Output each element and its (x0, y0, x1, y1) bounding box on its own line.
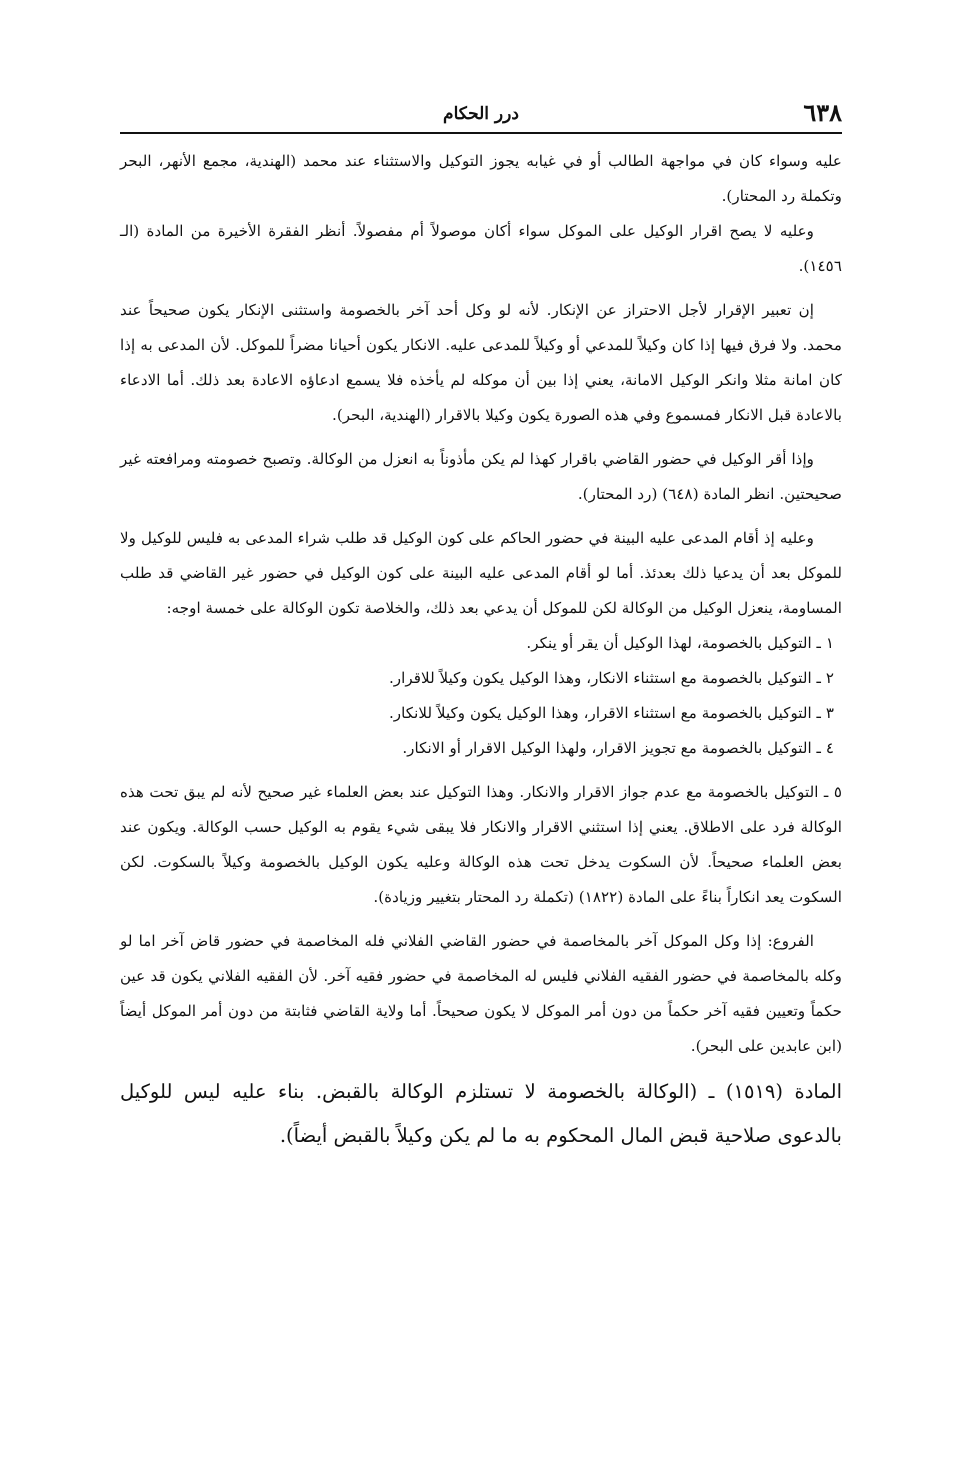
list-item: ١ ـ التوكيل بالخصومة، لهذا الوكيل أن يقر أو ينكر. (526, 634, 834, 652)
paragraph: وإذا أقر الوكيل في حضور القاضي باقرار كهذا لم يكن مأذوناً به انعزل من الوكالة. وتصبح خصومته ومرافعته غير صحيحتين. انظر المادة (٦٤٨) (رد المحتار). (120, 450, 842, 503)
page-number: ٦٣٨ (803, 98, 842, 127)
paragraph: إن تعبير الإقرار لأجل الاحتراز عن الإنكار. لأنه لو وكل أحد آخر بالخصومة واستثنى الإنكار يكون صحيحاً عند محمد. ولا فرق فيها إذا كان وكيلاً للمدعي أو وكيلاً للمدعى عليه. الانكار يكون أحيانا مضراً للموكل. لأن المدعى به إذا كان امانة مثلا وانكر الوكيل الامانة، يعني إذا بين أن موكله لم يأخذه فلا يسمع ادعاؤه الاعادة بعد ذلك. أما الادعاء بالاعادة قبل الانكار فمسموع وفي هذه الصورة يكون وكيلا بالاقرار (الهندية، البحر). (120, 301, 842, 424)
paragraph: وعليه لا يصح اقرار الوكيل على الموكل سواء أكان موصولاً أم مفصولاً. أنظر الفقرة الأخيرة من المادة (الـ ١٤٥٦). (120, 222, 842, 275)
paragraph: عليه وسواء كان في مواجهة الطالب أو في غيابه يجوز التوكيل والاستثناء عند محمد (الهندية، مجمع الأنهر، البحر وتكملة رد المحتار). (120, 152, 842, 205)
list-item: ٣ ـ التوكيل بالخصومة مع استثناء الاقرار، وهذا الوكيل يكون وكيلاً للانكار. (388, 704, 834, 722)
running-title: درر الحكام (443, 104, 519, 124)
list-item: ٢ ـ التوكيل بالخصومة مع استثناء الانكار، وهذا الوكيل يكون وكيلاً للاقرار. (388, 669, 834, 687)
paragraph: ٥ ـ التوكيل بالخصومة مع عدم جواز الاقرار والانكار. وهذا التوكيل عند بعض العلماء غير صحيح لأنه لم يبق تحت هذه الوكالة فرد على الاطلاق. يعني إذا استثني الاقرار والانكار فلا يبقى شيء يقوم به الوكيل حسب الوكالة. ويكون عند بعض العلماء صحيحاً. لأن السكوت يدخل تحت هذه الوكالة وعليه يكون الوكيل بالخصومة وكيلاً بالسكوت. لكن السكوت يعد انكاراً بناءً على المادة (١٨٢٢) (تكملة رد المحتار بتغيير وزيادة). (120, 783, 842, 906)
list-item: ٤ ـ التوكيل بالخصومة مع تجويز الاقرار، ولهذا الوكيل الاقرار أو الانكار. (402, 739, 834, 757)
article-text: المادة (١٥١٩) ـ (الوكالة بالخصومة لا تستلزم الوكالة بالقبض. بناء عليه ليس للوكيل بالدعوى صلاحية قبض المال المحكوم به ما لم يكن وكيلاً بالقبض أيضاً). (120, 1080, 843, 1147)
paragraph: الفروع: إذا وكل الموكل آخر بالمخاصمة في حضور القاضي الفلاني فله المخاصمة في حضور قاض آخر اما لو وكله بالمخاصمة في حضور الفقيه الفلاني فليس له المخاصمة في حضور فقيه آخر. لأن الفقيه الفلاني يكون قد عين حكماً وتعيين فقيه آخر حكماً من دون أمر الموكل لا يكون صحيحاً. أما ولاية القاضي فثابتة من دون أمر الموكل أيضاً (ابن عابدين على البحر). (120, 932, 842, 1055)
book-page (120, 96, 842, 1158)
page-header (120, 96, 842, 134)
paragraph: وعليه إذ أقام المدعى عليه البينة في حضور الحاكم على كون الوكيل قد طلب شراء المدعى به فليس للوكيل ولا للموكل بعد أن يدعيا ذلك بعدئذ. أما لو أقام المدعى عليه البينة على كون الوكيل في حضور غير القاضي قد طلب المساومة، ينعزل الوكيل من الوكالة لكن للموكل أن يدعي بعد ذلك، والخلاصة تكون الوكالة على خمسة اوجه: (120, 529, 842, 617)
page-body (120, 144, 842, 1158)
numbered-list (120, 626, 842, 766)
